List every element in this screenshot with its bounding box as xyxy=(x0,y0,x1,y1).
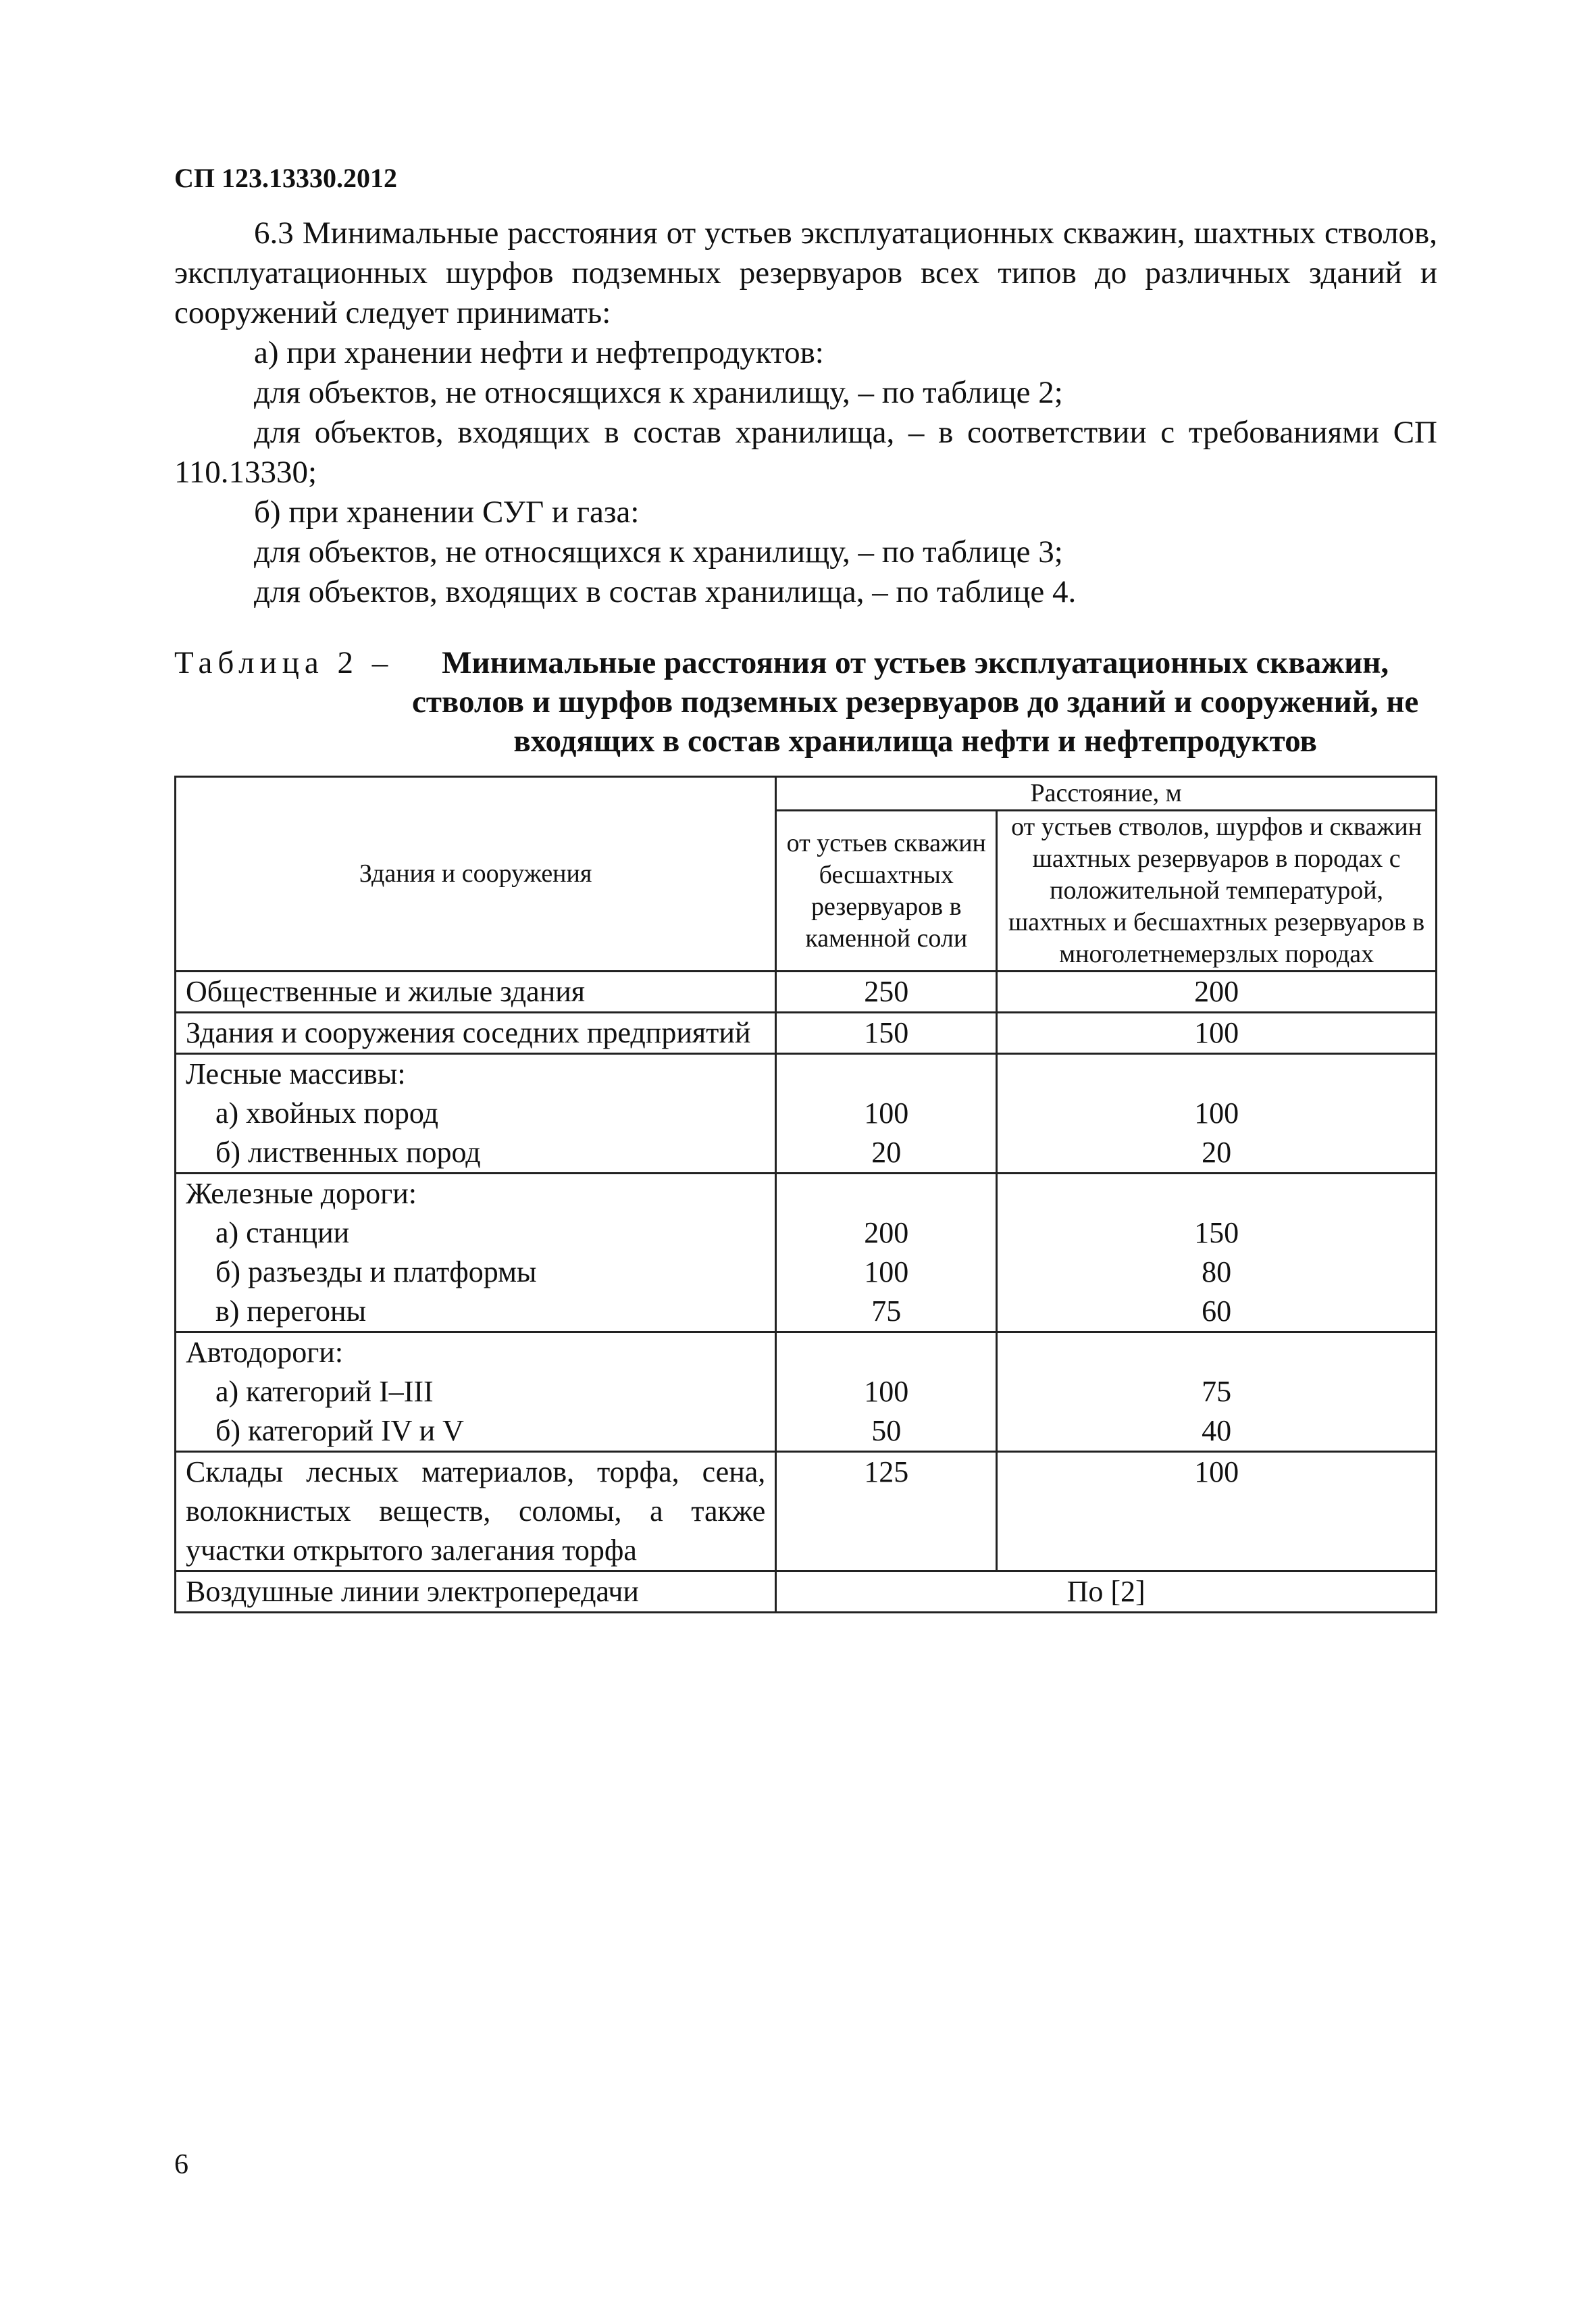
row-label: Общественные и жилые здания xyxy=(186,975,586,1008)
value-shaft: 60 xyxy=(1202,1294,1232,1328)
value-salt: 125 xyxy=(864,1455,909,1488)
table-row xyxy=(176,972,1437,1013)
header-salt-wells: от устьев скважин бесшахтных резервуаров в каменной соли xyxy=(776,811,997,972)
item-b-heading: б) при хранении СУГ и газа: xyxy=(254,495,640,530)
distances-table xyxy=(174,776,1437,1613)
document-code: СП 123.13330.2012 xyxy=(174,163,397,193)
value-shaft xyxy=(1007,1333,1426,1372)
value-salt xyxy=(786,1333,986,1372)
cell-distance-salt xyxy=(776,1452,997,1571)
table-row xyxy=(176,1332,1437,1452)
cell-power-lines-label: Воздушные линии электропередачи xyxy=(176,1571,776,1613)
clause-6-3 xyxy=(174,213,1437,612)
table-row xyxy=(176,1452,1437,1571)
item-a-line-1: для объектов, не относящихся к хранилищу, – по таблице 2; xyxy=(254,375,1063,410)
row-label: Автодороги: xyxy=(186,1336,344,1369)
cell-distance-shaft xyxy=(997,1013,1437,1054)
value-shaft: 40 xyxy=(1202,1414,1232,1447)
table-row xyxy=(176,1054,1437,1174)
row-subitem-label: а) хвойных пород xyxy=(215,1097,438,1130)
value-shaft: 100 xyxy=(1194,1455,1239,1488)
cell-distance-salt xyxy=(776,1013,997,1054)
cell-distance-salt xyxy=(776,1332,997,1452)
value-salt: 200 xyxy=(864,1216,909,1249)
value-shaft: 80 xyxy=(1202,1255,1232,1288)
value-shaft: 75 xyxy=(1202,1375,1232,1408)
row-subitem-label: а) станции xyxy=(215,1216,350,1249)
cell-object xyxy=(176,1013,776,1054)
cell-distance-shaft xyxy=(997,972,1437,1013)
header-buildings: Здания и сооружения xyxy=(176,777,776,972)
item-a-heading: а) при хранении нефти и нефтепродуктов: xyxy=(254,335,824,370)
value-salt: 75 xyxy=(871,1294,902,1328)
cell-distance-salt xyxy=(776,1054,997,1174)
header-shaft-reservoirs: от устьев стволов, шурфов и скважин шахтных резервуаров в породах с положительной температурой, шахтных и бесшахтных резервуаров в многолетнемерзлых породах xyxy=(997,811,1437,972)
row-subitem-label: в) перегоны xyxy=(215,1294,367,1328)
cell-object xyxy=(176,1174,776,1332)
row-subitem-label: б) лиственных пород xyxy=(215,1136,481,1169)
page-number: 6 xyxy=(174,2149,188,2180)
row-label: Железные дороги: xyxy=(186,1177,417,1210)
row-subitem-label: б) разъезды и платформы xyxy=(215,1255,537,1288)
cell-object xyxy=(176,972,776,1013)
value-salt xyxy=(786,1174,986,1213)
value-shaft: 20 xyxy=(1202,1136,1232,1169)
row-subitem-label: б) категорий IV и V xyxy=(215,1414,464,1447)
table-row xyxy=(176,1013,1437,1054)
value-shaft: 100 xyxy=(1194,1016,1239,1049)
cell-object xyxy=(176,1054,776,1174)
table-caption-label: Таблица 2 – xyxy=(174,645,394,680)
value-shaft xyxy=(1007,1055,1426,1094)
value-salt: 100 xyxy=(864,1097,909,1130)
value-salt: 100 xyxy=(864,1255,909,1288)
header-distance-group: Расстояние, м xyxy=(776,777,1437,811)
cell-power-lines-value: По [2] xyxy=(776,1571,1437,1613)
row-label: Здания и сооружения соседних предприятий xyxy=(186,1016,751,1049)
table-header-row-1 xyxy=(176,777,1437,811)
value-shaft: 200 xyxy=(1194,975,1239,1008)
cell-distance-shaft xyxy=(997,1452,1437,1571)
cell-object xyxy=(176,1332,776,1452)
table-caption xyxy=(174,643,1437,761)
item-b-line-1: для объектов, не относящихся к хранилищу, – по таблице 3; xyxy=(254,534,1063,570)
value-salt: 20 xyxy=(871,1136,902,1169)
table-row xyxy=(176,1174,1437,1332)
row-label: Лесные массивы: xyxy=(186,1057,406,1090)
cell-distance-shaft xyxy=(997,1332,1437,1452)
value-shaft: 100 xyxy=(1194,1097,1239,1130)
cell-distance-shaft xyxy=(997,1054,1437,1174)
value-salt: 150 xyxy=(864,1016,909,1049)
value-salt: 100 xyxy=(864,1375,909,1408)
value-shaft xyxy=(1007,1174,1426,1213)
table-body xyxy=(176,972,1437,1613)
cell-distance-shaft xyxy=(997,1174,1437,1332)
cell-object xyxy=(176,1452,776,1571)
value-salt: 250 xyxy=(864,975,909,1008)
table-header xyxy=(176,777,1437,972)
cell-distance-salt xyxy=(776,972,997,1013)
row-label: Склады лесных материалов, торфа, сена, волокнистых веществ, соломы, а также участки открытого залегания торфа xyxy=(186,1455,766,1567)
item-b-line-2: для объектов, входящих в состав хранилища, – по таблице 4. xyxy=(254,574,1077,609)
row-subitem-label: а) категорий I–III xyxy=(215,1375,434,1408)
value-shaft: 150 xyxy=(1194,1216,1239,1249)
value-salt: 50 xyxy=(871,1414,902,1447)
cell-distance-salt xyxy=(776,1174,997,1332)
clause-intro: 6.3 Минимальные расстояния от устьев эксплуатационных скважин, шахтных стволов, эксплуатационных шурфов подземных резервуаров всех типов до различных зданий и сооружений следует принимать: xyxy=(174,216,1437,330)
table-caption-title: Минимальные расстояния от устьев эксплуатационных скважин, стволов и шурфов подземных резервуаров до зданий и сооружений, не входящих в состав хранилища нефти и нефтепродуктов xyxy=(411,645,1419,759)
table-row-power-lines xyxy=(176,1571,1437,1613)
item-a-line-2: для объектов, входящих в состав хранилища, – в соответствии с требованиями СП 110.13330; xyxy=(174,415,1437,490)
value-salt xyxy=(786,1055,986,1094)
